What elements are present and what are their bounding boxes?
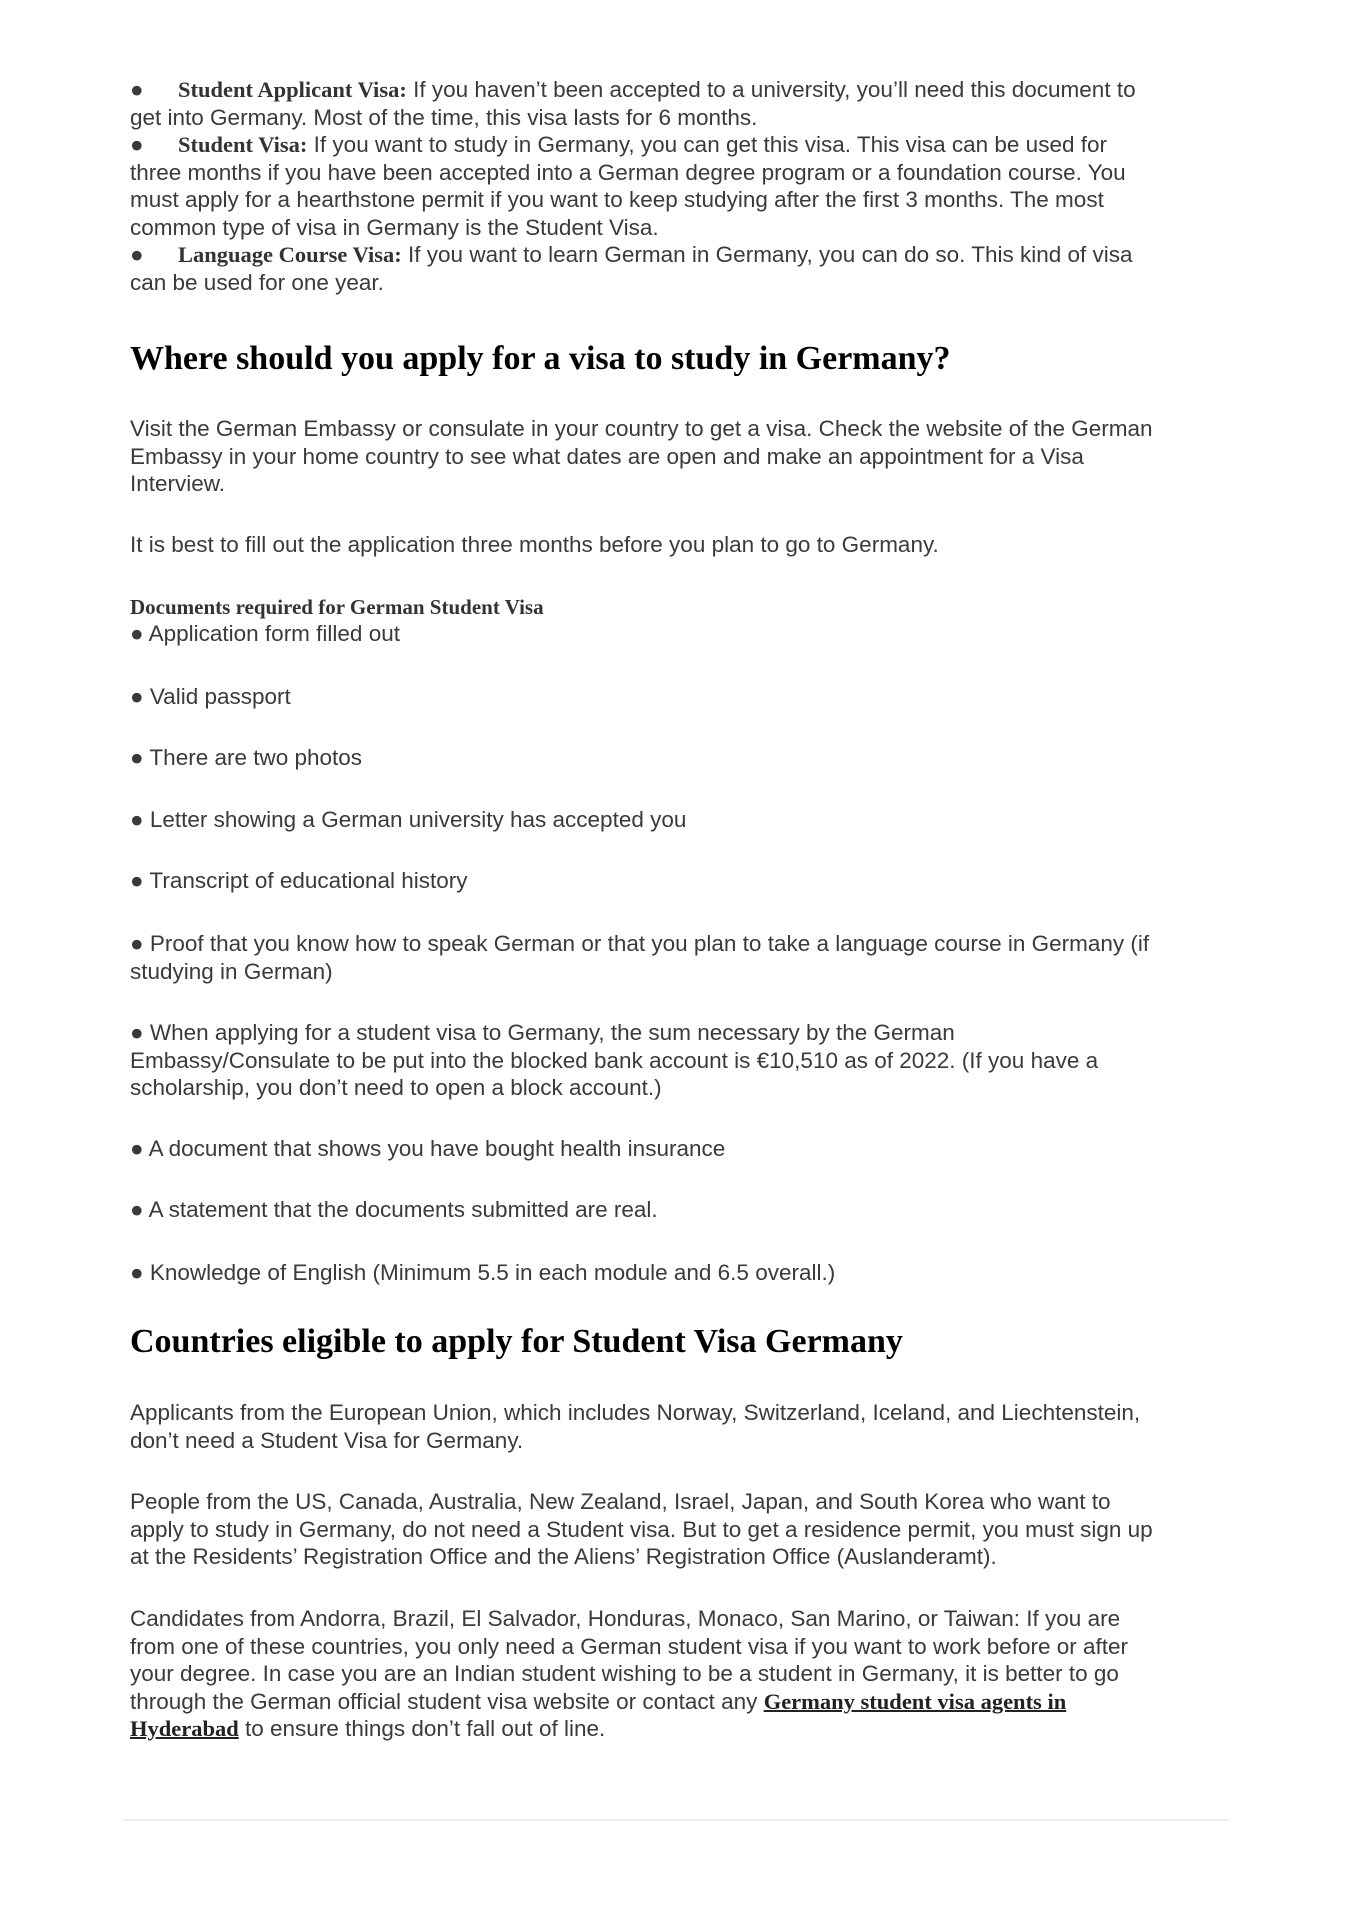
doc-item: ● A document that shows you have bought health insurance xyxy=(130,1136,726,1161)
text: through the German official student visa website or contact any xyxy=(130,1688,764,1714)
item-text: must apply for a hearthstone permit if you want to keep studying after the first 3 months. The most xyxy=(130,187,1104,212)
doc-item xyxy=(130,930,1149,985)
paragraph xyxy=(130,1488,1153,1571)
visa-types-list xyxy=(130,76,1136,296)
doc-item: ● A statement that the documents submitted are real. xyxy=(130,1197,658,1222)
doc-item: ● There are two photos xyxy=(130,745,363,770)
text-line: Embassy/Consulate to be put into the blocked bank account is €10,510 as of 2022. (If you have a xyxy=(130,1047,1099,1073)
text-line xyxy=(130,1715,1128,1743)
item-title: Student Applicant Visa: xyxy=(178,77,407,102)
bullet: ● xyxy=(130,77,144,102)
item-text: common type of visa in Germany is the Student Visa. xyxy=(130,214,659,240)
item-title: Student Visa: xyxy=(178,132,308,157)
text-line: don’t need a Student Visa for Germany. xyxy=(130,1427,524,1453)
documents-subheading: Documents required for German Student Visa xyxy=(130,595,544,619)
paragraph xyxy=(130,1605,1128,1743)
text-line: studying in German) xyxy=(130,958,333,984)
item-text: get into Germany. Most of the time, this visa lasts for 6 months. xyxy=(130,104,758,130)
section-heading-where-to-apply: Where should you apply for a visa to study in Germany? xyxy=(130,340,951,377)
text-line: Embassy in your home country to see what dates are open and make an appointment for a Visa xyxy=(130,443,1084,469)
doc-item: ● Valid passport xyxy=(130,684,291,709)
doc-item: ● Letter showing a German university has accepted you xyxy=(130,807,687,832)
text-line: at the Residents’ Registration Office and the Aliens’ Registration Office (Auslanderamt). xyxy=(130,1544,997,1569)
item-text: If you want to study in Germany, you can get this visa. This visa can be used for xyxy=(307,132,1107,157)
text-line: from one of these countries, you only need a German student visa if you want to work before or after xyxy=(130,1633,1129,1659)
text-line: Applicants from the European Union, which includes Norway, Switzerland, Iceland, and Liechtenstein, xyxy=(130,1400,1141,1425)
text-line: Visit the German Embassy or consulate in your country to get a visa. Check the website of the German xyxy=(130,416,1153,441)
doc-item: ● Transcript of educational history xyxy=(130,868,468,893)
list-item xyxy=(130,241,1136,269)
text-line: scholarship, you don’t need to open a block account.) xyxy=(130,1075,662,1100)
list-item xyxy=(130,131,1136,159)
item-text: can be used for one year. xyxy=(130,269,384,295)
bullet: ● xyxy=(130,242,144,267)
item-text: If you want to learn German in Germany, you can do so. This kind of visa xyxy=(401,242,1133,267)
paragraph xyxy=(130,415,1153,498)
text-line xyxy=(130,1688,1128,1716)
paragraph: It is best to fill out the application three months before you plan to go to Germany. xyxy=(130,532,939,557)
text-line: Candidates from Andorra, Brazil, El Salvador, Honduras, Monaco, San Marino, or Taiwan: If you are xyxy=(130,1606,1121,1631)
item-text: If you haven’t been accepted to a university, you’ll need this document to xyxy=(406,77,1136,102)
text-line: People from the US, Canada, Australia, New Zealand, Israel, Japan, and South Korea who want to xyxy=(130,1489,1111,1514)
doc-item: ● Application form filled out xyxy=(130,621,400,646)
text-line: Interview. xyxy=(130,471,226,496)
text-line: ● Proof that you know how to speak German or that you plan to take a language course in Germany (if xyxy=(130,931,1150,956)
bullet: ● xyxy=(130,132,144,157)
doc-item xyxy=(130,1019,1098,1102)
list-item xyxy=(130,76,1136,104)
visa-agents-link-continued[interactable]: Hyderabad xyxy=(130,1716,239,1741)
section-heading-eligible-countries: Countries eligible to apply for Student Visa Germany xyxy=(130,1323,903,1360)
item-title: Language Course Visa: xyxy=(178,242,402,267)
divider xyxy=(123,1819,1229,1821)
text-line: your degree. In case you are an Indian student wishing to be a student in Germany, it is better to go xyxy=(130,1661,1119,1686)
item-text: three months if you have been accepted into a German degree program or a foundation course. You xyxy=(130,159,1126,185)
text-line: apply to study in Germany, do not need a Student visa. But to get a residence permit, you must sign up xyxy=(130,1516,1153,1542)
visa-agents-link[interactable]: Germany student visa agents in xyxy=(763,1688,1067,1714)
text-line: ● When applying for a student visa to Germany, the sum necessary by the German xyxy=(130,1020,955,1045)
paragraph xyxy=(130,1399,1140,1454)
doc-item: ● Knowledge of English (Minimum 5.5 in each module and 6.5 overall.) xyxy=(130,1260,836,1285)
text: to ensure things don’t fall out of line. xyxy=(238,1716,606,1741)
